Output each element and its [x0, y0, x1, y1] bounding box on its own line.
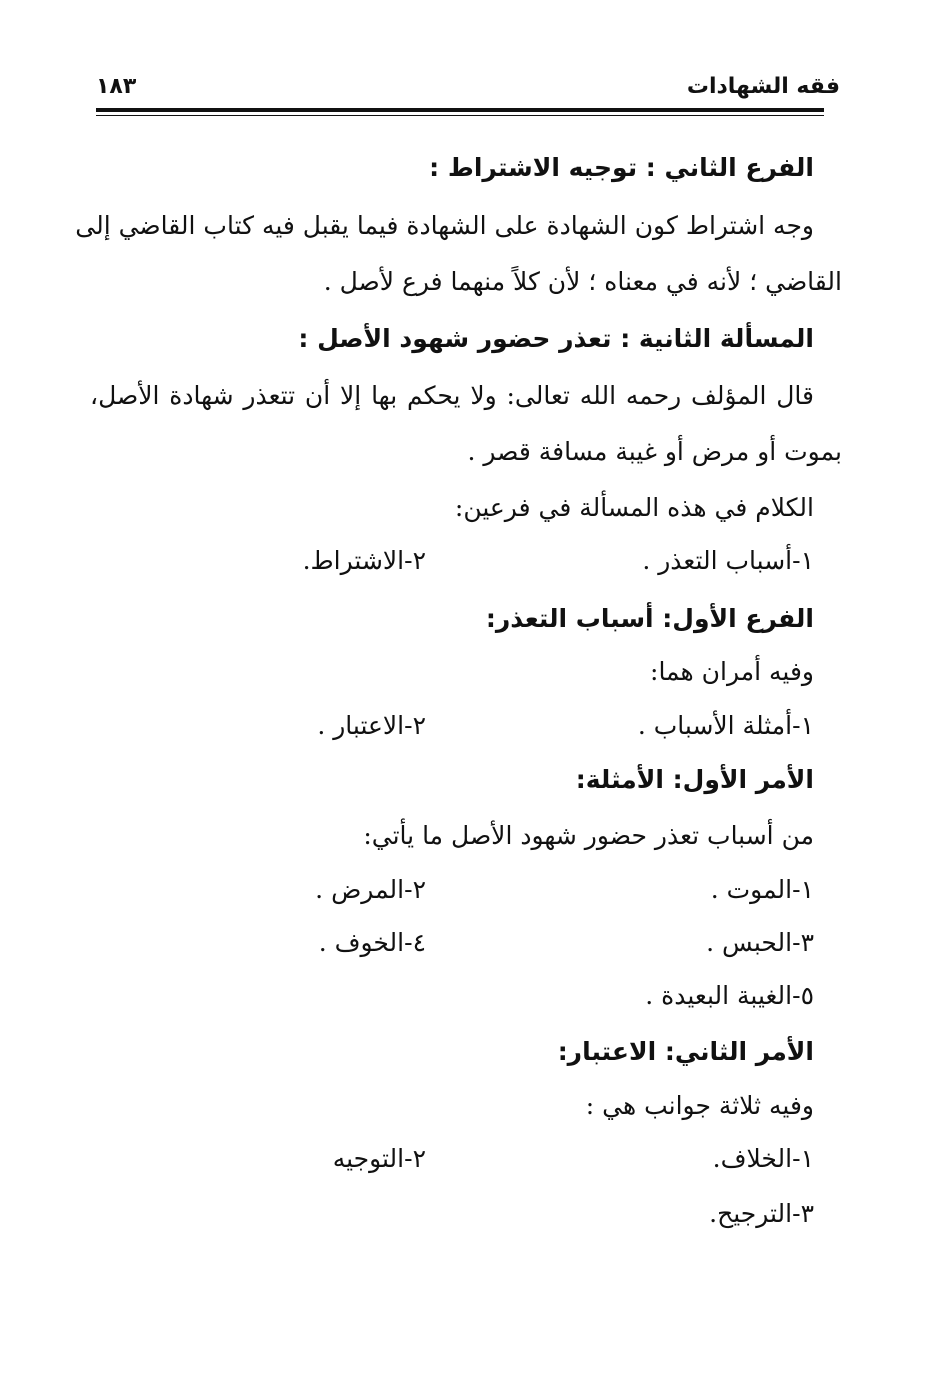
list-item: ١-الخلاف. — [712, 1144, 814, 1173]
list-item: ١-أسباب التعذر . — [642, 546, 814, 575]
section-heading: الفرع الثاني : توجيه الاشتراط : — [429, 153, 814, 182]
list-item: ٣-الحبس . — [706, 928, 814, 957]
list-item: ١-الموت . — [710, 875, 814, 904]
list-item: ٣-الترجيح. — [709, 1199, 814, 1228]
list-item: ٢-الاعتبار . — [317, 711, 426, 740]
section-heading: الفرع الأول: أسباب التعذر: — [485, 604, 814, 633]
section-heading: الأمر الأول: الأمثلة: — [575, 765, 814, 794]
section-heading: الأمر الثاني: الاعتبار: — [557, 1037, 814, 1066]
paragraph-line: وفيه أمران هما: — [650, 657, 814, 686]
header-rule-thin — [96, 115, 824, 116]
paragraph-line: وفيه ثلاثة جوانب هي : — [585, 1091, 814, 1120]
list-item: ٢-المرض . — [315, 875, 426, 904]
paragraph-line: بموت أو مرض أو غيبة مسافة قصر . — [467, 437, 842, 466]
header-rule — [96, 108, 824, 112]
section-heading: المسألة الثانية : تعذر حضور شهود الأصل : — [298, 324, 814, 353]
paragraph-line: وجه اشتراط كون الشهادة على الشهادة فيما يقبل فيه كتاب القاضي إلى — [75, 211, 814, 240]
paragraph-line: القاضي ؛ لأنه في معناه ؛ لأن كلاً منهما فرع لأصل . — [323, 267, 842, 296]
list-item: ٥-الغيبة البعيدة . — [645, 981, 814, 1010]
paragraph-line: الكلام في هذه المسألة في فرعين: — [454, 493, 814, 522]
list-item: ٤-الخوف . — [318, 928, 426, 957]
paragraph-line: قال المؤلف رحمه الله تعالى: ولا يحكم بها إلا أن تتعذر شهادة الأصل، — [90, 381, 814, 410]
page-number: ١٨٣ — [96, 74, 137, 99]
list-item: ١-أمثلة الأسباب . — [637, 711, 814, 740]
list-item: ٢-التوجيه — [332, 1144, 426, 1173]
list-item: ٢-الاشتراط. — [302, 546, 426, 575]
paragraph-line: من أسباب تعذر حضور شهود الأصل ما يأتي: — [363, 821, 814, 850]
running-header-title: فقه الشهادات — [686, 74, 840, 99]
